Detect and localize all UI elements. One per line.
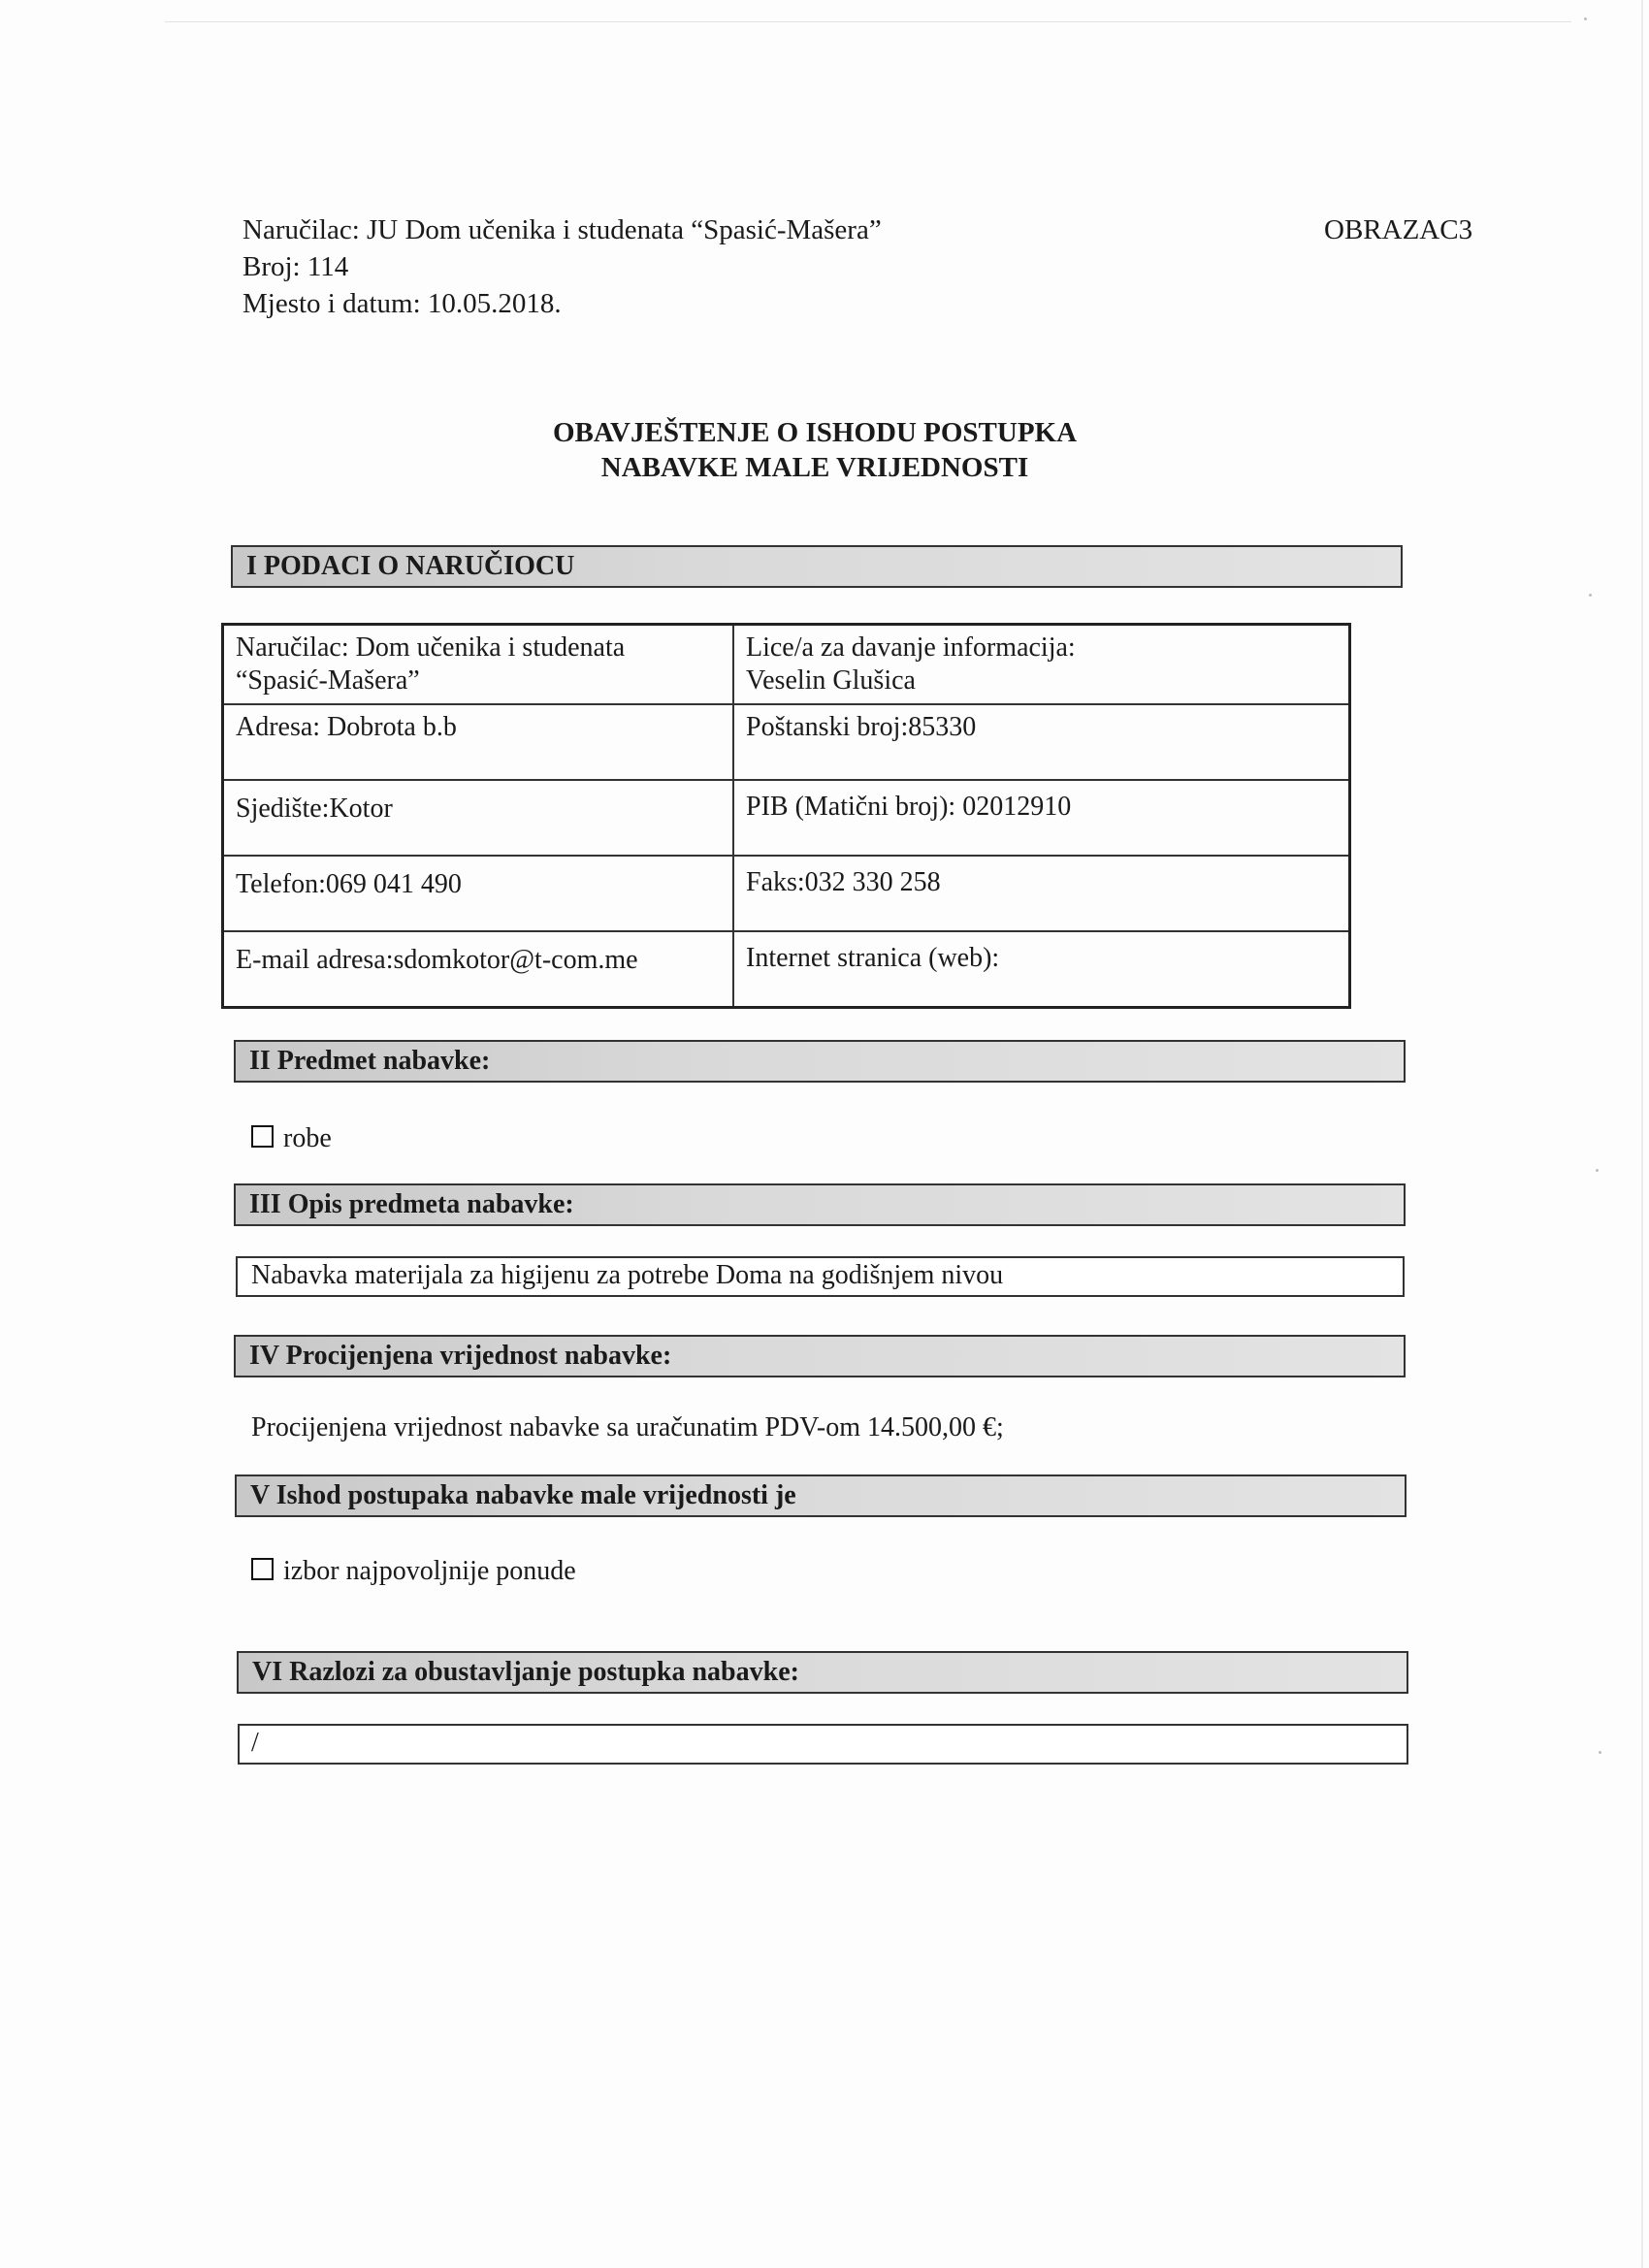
section-6-reasons-field: / (238, 1724, 1408, 1765)
section-1-heading: I PODACI O NARUČIOCU (231, 545, 1403, 588)
header-broj: Broj: 114 (242, 251, 349, 282)
checkbox-robe[interactable] (251, 1125, 274, 1148)
scan-speck (1596, 1169, 1599, 1172)
cell-line: Lice/a za davanje informacija: (746, 632, 1076, 663)
section-4-text: Procijenjena vrijednost nabavke sa uračunatim PDV-om 14.500,00 €; (251, 1412, 1004, 1442)
scan-artifact-line (165, 21, 1571, 22)
header-narucilac: Naručilac: JU Dom učenika i studenata “Spasić-Mašera” (242, 214, 882, 245)
section-6-heading: VI Razlozi za obustavljanje postupka nabavke: (237, 1651, 1408, 1694)
section-2-option (251, 1122, 332, 1155)
table-cell: Sjedište:Kotor (223, 780, 734, 856)
scan-speck (1584, 17, 1587, 20)
table-cell: Faks:032 330 258 (733, 856, 1350, 931)
header-mjesto-datum: Mjesto i datum: 10.05.2018. (242, 288, 562, 319)
section-2-heading: II Predmet nabavke: (234, 1040, 1406, 1083)
table-row (223, 704, 1350, 780)
table-cell: Poštanski broj:85330 (733, 704, 1350, 780)
checkbox-izbor-ponude[interactable] (251, 1558, 274, 1580)
scan-speck (1589, 594, 1592, 597)
section-3-heading: III Opis predmeta nabavke: (234, 1183, 1406, 1226)
cell-line: Naručilac: Dom učenika i studenata (236, 632, 626, 663)
form-code: OBRAZAC3 (1324, 214, 1473, 245)
scan-artifact-edge (1641, 0, 1643, 2268)
table-cell: PIB (Matični broj): 02012910 (733, 780, 1350, 856)
table-cell: E-mail adresa:sdomkotor@t-com.me (223, 931, 734, 1007)
table-row (223, 931, 1350, 1007)
section-5-option (251, 1555, 576, 1588)
table-row (223, 625, 1350, 705)
table-cell (223, 625, 734, 705)
checkbox-izbor-ponude-label: izbor najpovoljnije ponude (283, 1556, 576, 1586)
scan-speck (1599, 1751, 1601, 1754)
section-3-description-field: Nabavka materijala za higijenu za potrebe Doma na godišnjem nivou (236, 1256, 1405, 1297)
table-cell (733, 625, 1350, 705)
title-line-1: OBAVJEŠTENJE O ISHODU POSTUPKA (552, 417, 1078, 448)
title-line-2: NABAVKE MALE VRIJEDNOSTI (600, 452, 1029, 483)
table-row (223, 856, 1350, 931)
section-4-heading: IV Procijenjena vrijednost nabavke: (234, 1335, 1406, 1377)
cell-line: Veselin Glušica (746, 665, 916, 696)
table-cell: Telefon:069 041 490 (223, 856, 734, 931)
document-title (0, 415, 1630, 485)
contracting-authority-table (221, 623, 1351, 1009)
cell-line: “Spasić-Mašera” (236, 665, 420, 696)
checkbox-robe-label: robe (283, 1123, 332, 1153)
section-5-heading: V Ishod postupaka nabavke male vrijednosti je (235, 1474, 1406, 1517)
table-cell: Adresa: Dobrota b.b (223, 704, 734, 780)
header-block (242, 211, 882, 322)
table-cell: Internet stranica (web): (733, 931, 1350, 1007)
table-row (223, 780, 1350, 856)
